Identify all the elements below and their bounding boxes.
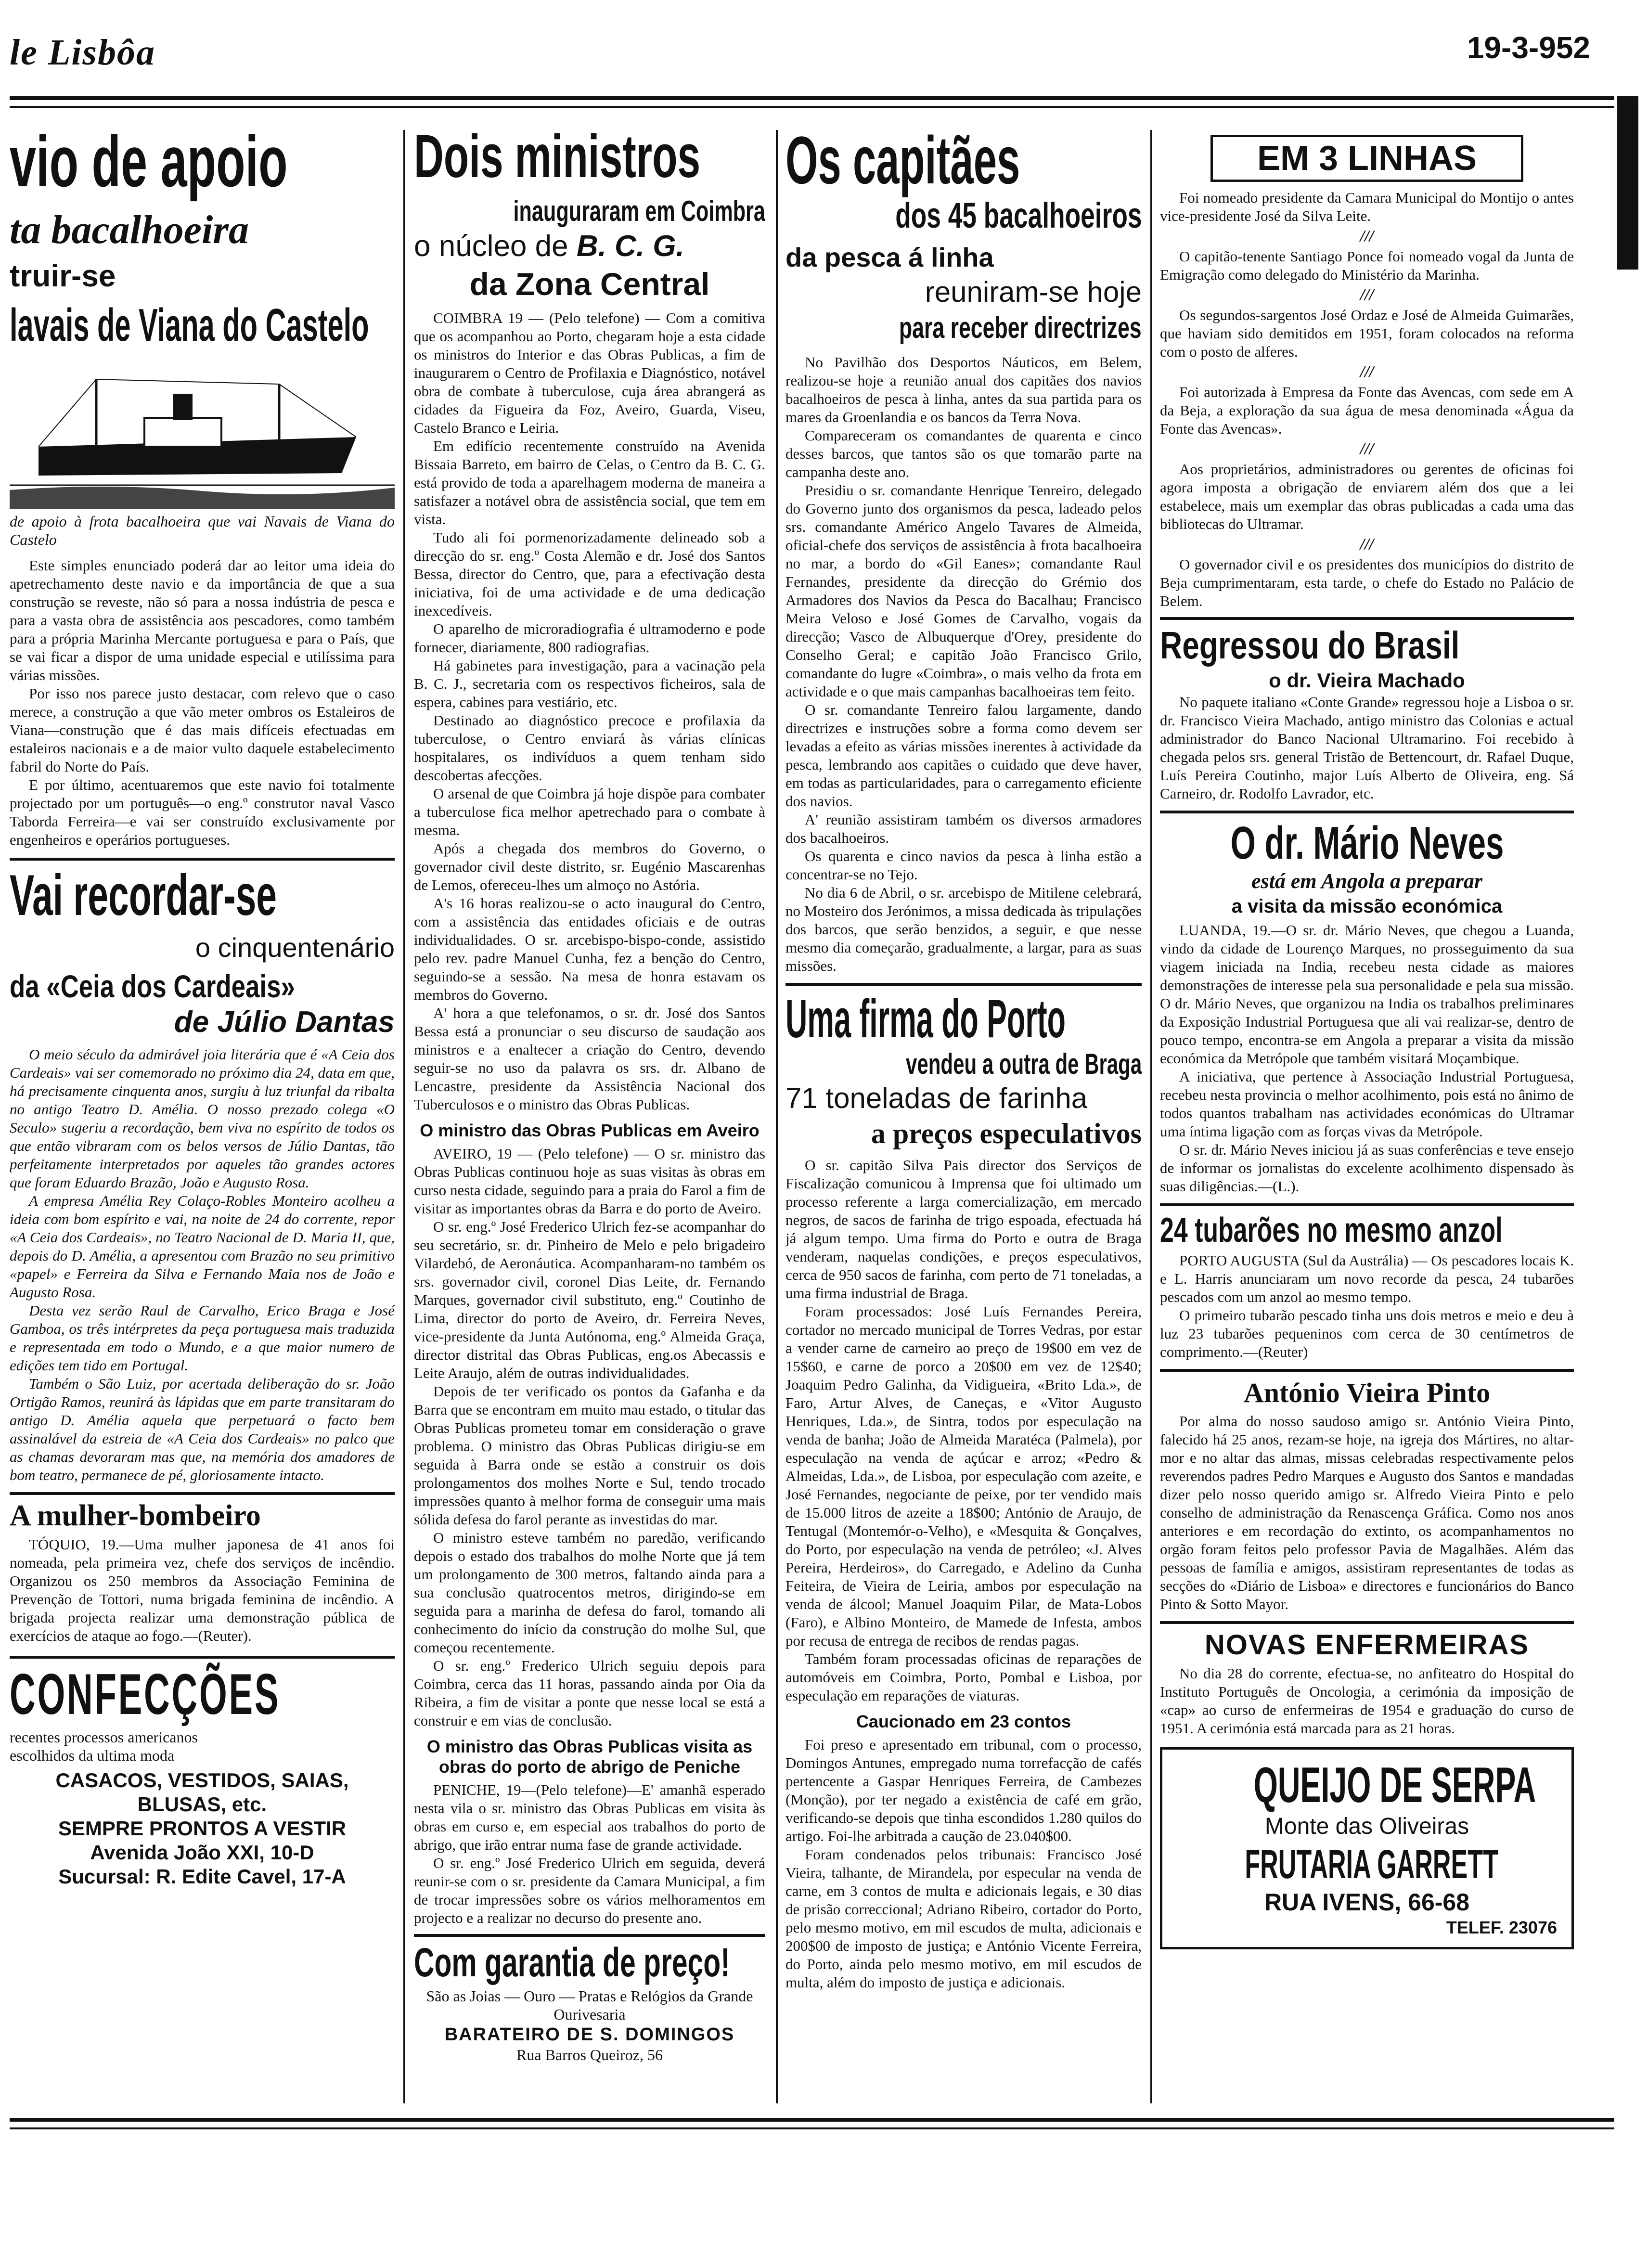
article-apoio — [10, 556, 395, 849]
article-caucionado — [785, 1736, 1142, 1992]
subhead-aveiro: O ministro das Obras Publicas em Aveiro — [420, 1121, 760, 1140]
paragraph: Destinado ao diagnóstico precoce e profilaxia da tuberculose, o Centro enviará às várias clínicas hospitalares, os indivíduos a quem tenham sido descobertas afecções. — [414, 712, 765, 784]
subhead-ceia: da «Ceia dos Cardeais» — [10, 968, 295, 1004]
article-vieira-pinto — [1160, 1412, 1574, 1613]
paragraph: LUANDA, 19.—O sr. dr. Mário Neves, que chegou a Luanda, vindo da cidade de Lourenço Marques, no prosseguimento da sua viagem iniciada na India, recebeu nesta cidade as maiores demonstrações de interesse pela sua personalidade e pela sua missão. O dr. Mário Neves, que organizou na India os trabalhos preliminares da Exposição Industrial Portuguesa que ali vai realizar-se, dentro de pouco tempo, encontra-se em Angola a preparar a visita da missão económica da Metrópole que também visitará Moçambique. — [1160, 922, 1574, 1067]
article-tubaroes — [1160, 1251, 1574, 1361]
em-3-linhas-title: EM 3 LINHAS — [1257, 139, 1477, 178]
subhead-linha: da pesca á linha — [785, 242, 994, 272]
brief-separator: /// — [1360, 286, 1374, 304]
subhead-especulativos: a preços especulativos — [871, 1118, 1142, 1149]
ad-line: recentes processos americanos — [10, 1728, 198, 1746]
paragraph: Este simples enunciado poderá dar ao leitor uma ideia do apetrechamento deste navio e da importância de que a sua construção se reveste, não só para a nossa indústria de pesca e para a vasta obra de assistência aos pescadores, como também para a própria Marinha Mercante portuguesa e para o País, que se vai ficar a dispor de uma unidade especial e utilíssima para várias missões. — [10, 557, 395, 683]
top-rule — [10, 96, 1614, 100]
subhead-construir: truir-se — [10, 258, 116, 293]
subhead-zona-central: da Zona Central — [469, 266, 710, 302]
article-firma — [785, 1156, 1142, 1705]
paragraph: Também foram processadas oficinas de reparações de automóveis em Coimbra, Porto, Pombal e Lisboa, por especulação em reparações de viaturas. — [785, 1650, 1142, 1704]
column-rule — [1150, 130, 1152, 2103]
ad-line: escolhidos da ultima moda — [10, 1747, 175, 1764]
paragraph: O sr. eng.º José Frederico Ulrich fez-se acompanhar do seu secretário, sr. dr. Pinheiro de Melo e pelo brigadeiro Vilardebó, de Aeronáutica. Acompanharam-no também os srs. governador civil, coronel Dias Leite, dr. Fernando Marques, governador civil substituto, eng.º Coutinho de Lima, director do porto de Aveiro, dr. Ferreira Neves, vice-presidente da Junta Autónoma, eng.º Almeida Graça, director distrital das Obras Publicas, eng.os Abecassis e Leite Araujo, além de outras individualidades. — [414, 1218, 765, 1381]
paragraph: A' reunião assistiram também os diversos armadores dos bacalhoeiros. — [785, 811, 1142, 846]
ad-line: São as Joias — Ouro — Pratas e Relógios da Grande Ourivesaria — [426, 1987, 753, 2023]
paragraph: O sr. capitão Silva Pais director dos Serviços de Fiscalização comunicou à Imprensa que foi ultimado um processo referente a larga comercialização, em mercado negros, de sacos de farinha de trigo espoada, efectuada há já algum tempo. Uma firma do Porto e outra de Braga venderam, naquelas condições, e preços especulativos, cerca de 950 sacos de farinha, com perto de 71 toneladas, a uma firma industrial de Braga. — [785, 1157, 1142, 1302]
ad-queijo-serpa — [1160, 1747, 1574, 1949]
brief-item: Foi nomeado presidente da Camara Municipal do Montijo o antes vice-presidente José da Silva Leite. — [1160, 189, 1574, 224]
subhead-braga: vendeu a outra de Braga — [905, 1048, 1142, 1080]
headline-vieira-pinto: António Vieira Pinto — [1243, 1377, 1491, 1408]
briefs — [1160, 189, 1574, 610]
ad-line: RUA IVENS, 66-68 — [1264, 1889, 1470, 1916]
section-title: le Lisbôa — [10, 32, 155, 73]
brief-item: O governador civil e os presidentes dos municípios do distrito de Beja cumprimentaram, esta tarde, o chefe do Estado no Palácio de Belem. — [1160, 556, 1574, 609]
page-date: 19-3-952 — [1467, 30, 1590, 65]
article-bombeiro — [10, 1535, 395, 1645]
subhead-bacalhoeira: ta bacalhoeira — [10, 207, 249, 252]
paragraph: Em edifício recentemente construído na Avenida Bissaia Barreto, em bairro de Celas, o Centro da B. C. G. está provido de toda a aparelhagem moderna de maneira a satisfazer a notável obra de assistência social, que tem em vista. — [414, 438, 765, 528]
paragraph: Os quarenta e cinco navios da pesca à linha estão a concentrar-se no Tejo. — [785, 848, 1142, 883]
column-4-inner — [1160, 135, 1574, 1949]
article-neves — [1160, 921, 1574, 1196]
subhead-bcg: o núcleo de B. C. G. — [414, 230, 684, 263]
paragraph: TÓQUIO, 19.—Uma mulher japonesa de 41 anos foi nomeada, pela primeira vez, chefe dos serviços de incêndio. Organizou os 250 membros da Associação Feminina de Prevenção de Tottori, numa brigada feminina de incêndio. A brigada projecta realizar uma demonstração pública de exercícios de ataque ao fogo.—(Reuter). — [10, 1536, 395, 1644]
paragraph: O meio século da admirável joia literária que é «A Ceia dos Cardeais» vai ser comemorado no próximo dia 24, data em que, há precisamente cinquenta anos, surgiu à luz triunfal da ribalta no antigo Teatro D. Amélia. O nosso prezado colega «O Seculo» sugeriu a recordação, bem viva no espírito de todos os que então vibraram com os belos versos de Júlio Dantas, tão perfeitamente interpretados por aqueles tão grandes actores que foram Eduardo Brazão, João e Augusto Rosa. — [10, 1046, 395, 1191]
brief-separator: /// — [1360, 535, 1374, 553]
paragraph: A's 16 horas realizou-se o acto inaugural do Centro, com a assistência das entidades oficiais e de outras individualidades. O sr. arcebispo-bispo-conde, assistido pelo rev. padre Manuel Cunha, fez a benção do Centro, seguindo-se a sessão. Na mesa de honra estavam os membros do Governo. — [414, 895, 765, 1003]
subhead-dantas: de Júlio Dantas — [174, 1005, 395, 1039]
article-ministros — [414, 309, 765, 1114]
paragraph: O sr. comandante Tenreiro falou largamente, dando directrizes e instruções sobre a forma como devem ser levadas a efeito as várias missões inerentes à actividade da pesca, lembrando aos capitães o cuidado que deve haver, em todas as particularidades, para o carregamento eficiente dos navios. — [785, 701, 1142, 810]
subhead-peniche: O ministro das Obras Publicas visita as obras do porto de abrigo de Peniche — [426, 1737, 753, 1777]
headline-apoio: vio de apoio — [10, 125, 288, 202]
brief-separator: /// — [1360, 227, 1374, 245]
ad-line: FRUTARIA GARRETT — [1245, 1842, 1498, 1887]
bottom-rule — [10, 2118, 1614, 2122]
ad-ourivesaria — [414, 1941, 765, 2064]
ad-title: Com garantia de preço! — [414, 1940, 730, 1985]
ad-line: Avenida João XXI, 10-D — [90, 1841, 314, 1864]
paragraph: No dia 28 do corrente, efectua-se, no anfiteatro do Hospital do Instituto Português de Oncologia, a cerimónia da imposição de «cap» ao curso de enfermeiras de 1954 e graduação do curso de 1951. A cerimónia está marcada para as 21 horas. — [1160, 1665, 1574, 1737]
subhead-cinquentenario: o cinquentenário — [195, 932, 395, 963]
bottom-rule-2 — [10, 2127, 1614, 2129]
subhead-coimbra: inauguraram em Coimbra — [513, 195, 765, 227]
brief-item: Os segundos-sargentos José Ordaz e José de Almeida Guimarães, que haviam sido demitidos em 1951, foram colocados na reforma com o posto de alferes. — [1160, 307, 1574, 360]
paragraph: Foram processados: José Luís Fernandes Pereira, cortador no mercado municipal de Torres Vedras, por estar a vender carne de carneiro ao preço de 19$00 em vez de 15$60, e carne de porco a 20$00 em vez de 12$40; Joaquim Pedro Galinha, da Vidigueira, «Brito Lda.», de Faro, Artur Alves, de Caneças, e «Vitor Augusto Henriques, Lda.», de Sintra, todos por especulação na venda de banha; João de Almeida Maratéca (Palmela), por especulação na venda de açúcar e arroz; «Pedro & Almeidas, Lda.», de Lisboa, por especulação com azeite, e José Fernandes, negociante de peixe, por ter vendido mais de 15.000 litros de azeite a 18$00; António de Araujo, de Tentugal (Montemór-o-Velho), e «Mesquita & Gonçalves, do Porto, por especulação na venda de petróleo; «J. Alves Pereira, Herdeiros», do Carregado, e Adelino da Cunha Feiteira, de Vieira de Leiria, ambos por especulação na venda de álcool; Manuel Joaquim Pilar, de Mata-Lobos (Faro), e Albino Monteiro, de Mamede de Infesta, ambos por recusa de entrega de recibos de rendas pagas. — [785, 1303, 1142, 1649]
paragraph: PENICHE, 19—(Pelo telefone)—E' amanhã esperado nesta vila o sr. ministro das Obras Publicas em visita às obras em curso e, em especial aos trabalhos do porto de abrigo, que irão entrar numa fase de grande actividade. — [414, 1781, 765, 1853]
top-rule-2 — [10, 106, 1614, 108]
ad-title: QUEIJO DE SERPA — [1253, 1757, 1536, 1813]
column-1 — [10, 125, 395, 2113]
paragraph: PORTO AUGUSTA (Sul da Austrália) — Os pescadores locais K. e L. Harris anunciaram um novo recorde da pesca, 24 tubarões pescados com um anzol ao mesmo tempo. — [1160, 1252, 1574, 1305]
headline-firma: Uma firma do Porto — [785, 989, 1066, 1049]
brief-item: O capitão-tenente Santiago Ponce foi nomeado vogal da Junta de Emigração como delegado do Ministério da Marinha. — [1160, 248, 1574, 283]
article-enfermeiras — [1160, 1664, 1574, 1738]
paragraph: O sr. eng.º Frederico Ulrich seguiu depois para Coimbra, cerca das 11 horas, passando ainda por Oia da Ribeira, a fim de visitar a ponte que nesse local se está a construir e em vias de conclusão. — [414, 1657, 765, 1729]
headline-ministros: Dois ministros — [414, 125, 701, 190]
headline-tubaroes: 24 tubarões no mesmo anzol — [1160, 1211, 1503, 1250]
ship-caption: de apoio à frota bacalhoeira que vai Navais de Viana do Castelo — [10, 513, 395, 548]
brief-item: Foi autorizada à Empresa da Fonte das Avencas, com sede em A da Beja, a exploração da sua água de mesa denominada «Água da Fonte das Avencas». — [1160, 384, 1574, 437]
ad-confeccoes — [10, 1664, 395, 1889]
paragraph: Por isso nos parece justo destacar, com relevo que o caso merece, a construção a que vão meter ombros os Estaleiros de Viana—construção que é das mais difíceis efectuadas em estaleiros nacionais e a de maior vulto daquele estabelecimento fabril do Norte do País. — [10, 685, 395, 775]
subhead-angola: está em Angola a preparar — [1251, 869, 1482, 893]
subhead-viana: lavais de Viana do Castelo — [10, 299, 369, 351]
paragraph: E por último, acentuaremos que este navio foi totalmente projectado por um português—o eng.º construtor naval Vasco Taborda Ferreira—e vai ser construído exclusivamente por engenheiros e operários portugueses. — [10, 776, 395, 848]
paragraph: A iniciativa, que pertence à Associação Industrial Portuguesa, recebeu nesta provincia o melhor acolhimento, pois está no ânimo de todos quantos trabalham nas actividades económicas do Ultramar uma íntima ligação com as forças vivas da Metrópole. — [1160, 1068, 1574, 1140]
paragraph: COIMBRA 19 — (Pelo telefone) — Com a comitiva que os acompanhou ao Porto, chegaram hoje a esta cidade os ministros do Interior e das Obras Publicas, a fim de inaugurarem o Centro de Profilaxia e Diagnóstico, notável obra de combate à tuberculose, cuja área abrangerá as cidades da Figueira da Foz, Aveiro, Guarda, Viseu, Castelo Branco e Leiria. — [414, 309, 765, 436]
paragraph: O primeiro tubarão pescado tinha uns dois metros e meio e deu à luz 23 tubarões pequeninos com cerca de 30 centímetros de comprimento.—(Reuter) — [1160, 1307, 1574, 1360]
subhead-vieira-machado: o dr. Vieira Machado — [1269, 669, 1465, 692]
headline-bombeiro: A mulher-bombeiro — [10, 1499, 261, 1532]
ad-line: Rua Barros Queiroz, 56 — [516, 2046, 663, 2063]
ad-line: Monte das Oliveiras — [1264, 1814, 1469, 1839]
paragraph: No Pavilhão dos Desportos Náuticos, em Belem, realizou-se hoje a reunião anual dos capitães dos navios bacalhoeiros de pesca à linha, antes da sua partida para os mares da Groenlandia e os bancos da Terra Nova. — [785, 354, 1142, 425]
brief-item: Aos proprietários, administradores ou gerentes de oficinas foi agora imposta a obrigação de enviarem além dos que a lei estabelece, mais um exemplar das obras publicadas a cada uma das bibliotecas do Ultramar. — [1160, 461, 1574, 532]
ad-line: CASACOS, VESTIDOS, SAIAS, — [55, 1769, 349, 1791]
paragraph: Depois de ter verificado os pontos da Gafanha e da Barra que se encontram em muito mau estado, o titular das Obras Publicas prometeu tomar em consideração o grave problema. O ministro das Obras Publicas dirigiu-se em seguida à Barra onde se estão a construir os dois prolongamentos dos molhes Norte e Sul, tendo trocado impressões quanto à melhor forma de conseguir uma mais sólida defesa do farol perante as investidas do mar. — [414, 1383, 765, 1528]
headline-enfermeiras: NOVAS ENFERMEIRAS — [1204, 1629, 1530, 1661]
subhead-bacalhoeiros: dos 45 bacalhoeiros — [895, 195, 1142, 235]
em-3-linhas-box — [1210, 135, 1523, 182]
headline-mario-neves: O dr. Mário Neves — [1230, 817, 1504, 869]
column-4 — [1160, 125, 1622, 2113]
article-recordar — [10, 1045, 395, 1484]
paragraph: Por alma do nosso saudoso amigo sr. António Vieira Pinto, falecido há 25 anos, rezam-se hoje, na igreja dos Mártires, no altar-mor e no altar das almas, missas celebradas respectivamente pelos reverendos padres Pedro Marques e Augusto dos Santos e mandadas dizer pelo nosso querido amigo sr. Alfredo Vieira Pinto e pelo conselho de administração da Renascença Gráfica. Como nos anos anteriores e em recordação do extinto, os acompanhamentos no orgão foram feitos pelo professor Pavia de Magalhães. Além das pessoas de família e amigos, assistiram representantes de todas as secções do «Diário de Lisboa» e directores e funcionários do Banco Pinto & Sotto Mayor. — [1160, 1413, 1574, 1612]
subhead-farinha: 71 toneladas de farinha — [785, 1082, 1088, 1114]
paragraph: Foram condenados pelos tribunais: Francisco José Vieira, talhante, de Mirandela, por especular na venda de carne, em 3 contos de multa e adicionais legais, e 30 dias de prisão correccional; Adriano Ribeiro, cortador do Porto, pelo mesmo motivo, em mil escudos de multa, adicionais e 200$00 de imposto de justiça; e António Vicente Ferreira, do Porto, ainda pelo mesmo motivo, em mil escudos de multa, além do imposto de justiça e adicionais. — [785, 1846, 1142, 1991]
article-capitaes — [785, 353, 1142, 975]
paragraph: No paquete italiano «Conte Grande» regressou hoje a Lisboa o sr. dr. Francisco Vieira Machado, antigo ministro das Colonias e actual administrador do Banco Nacional Ultramarino. Foi recebido à chegada pelos srs. general Tristão de Bettencourt, dr. Rafael Duque, Luís Pereira Coutinho, major Luís Alberto de Oliveira, eng. Sá Carneiro, dr. Rodolfo Lavrador, etc. — [1160, 694, 1574, 802]
headline-capitaes: Os capitães — [785, 125, 1020, 198]
headline-recordar: Vai recordar-se — [10, 863, 277, 928]
paragraph: O sr. dr. Mário Neves iniciou já as suas conferências e teve ensejo de informar os jornalistas do excelente acolhimento dispensado às suas diligências.—(L.). — [1160, 1141, 1574, 1195]
paragraph: Foi preso e apresentado em tribunal, com o processo, Domingos Antunes, empregado numa torrefacção de cafés pertencente a Gaspar Henriques Ferreira, de Cambezes (Monção), por ter negado a existência de café em grão, verificando-se depois que tinha escondidos 1.280 quilos do artigo. Foi-lhe arbitrada a caução de 23.040$00. — [785, 1736, 1142, 1844]
paragraph: Presidiu o sr. comandante Henrique Tenreiro, delegado do Governo junto dos organismos da pesca, ladeado pelos srs. comandante Américo Angelo Tavares de Almeida, oficial-chefe dos serviços de assistência à frota bacalhoeira no mar, a bordo do «Gil Eanes»; comandante Raul Fernandes, presidente da direcção do Grémio dos Armadores dos Navios da Pesca do Bacalhau; Francisco Meira Veloso e José Gomes de Carvalho, vogais da direcção; Vasco de Albuquerque d'Orey, presidente do Conselho Geral; e capitão João Francisco Grilo, comandante do lugre «Coimbra», o mais velho da frota em actividade e o que mais campanhas bacalhoeiras tem feito. — [785, 482, 1142, 700]
paragraph: Também o São Luiz, por acertada deliberação do sr. João Ortigão Ramos, reunirá às lápidas que em parte transitaram do antigo D. Amélia aquela que perpetuará o facto bem assinalável da estreia de «A Ceia dos Cardeais» no palco que as chamas devoraram mas que, na memória dos amadores de bom teatro, permanece de pé, gloriosamente intacto. — [10, 1375, 395, 1483]
paragraph: Há gabinetes para investigação, para a vacinação pela B. C. J., secretaria com os respectivos ficheiros, sala de espera, cabines para vestiário, etc. — [414, 657, 765, 710]
ad-line: SEMPRE PRONTOS A VESTIR — [58, 1817, 347, 1840]
column-3 — [785, 125, 1142, 2113]
paragraph: Desta vez serão Raul de Carvalho, Erico Braga e José Gamboa, os três intérpretes da peça portuguesa mais traduzida e representada em todo o Mundo, e a que maior numero de edições tem tido em Portugal. — [10, 1302, 395, 1374]
column-rule — [776, 130, 778, 2103]
ad-title: CONFECÇÕES — [10, 1662, 281, 1727]
paragraph: A' hora a que telefonamos, o sr. dr. José dos Santos Bessa está a pronunciar o seu discurso de saudação aos ministros e a enaltecer a criação do Centro, devendo seguir-se no uso da palavra os srs. dr. Albano de Lencastre, presidente da Assistência Nacional dos Tuberculosos e o ministro das Obras Publicas. — [414, 1005, 765, 1113]
article-aveiro — [414, 1145, 765, 1730]
paragraph: No dia 6 de Abril, o sr. arcebispo de Mitilene celebrará, no Mosteiro dos Jerónimos, a missa dedicada às tripulações dos barcos, que serão benzidos, a seguir, e que nesse mesmo dia começarão, gradualmente, a largar, para as suas missões. — [785, 884, 1142, 974]
paragraph: Tudo ali foi pormenorizadamente delineado sob a direcção do sr. eng.º Costa Alemão e dr. José dos Santos Bessa, director do Centro, que, para a efectivação desta iniciativa, foi de uma actividade e de uma dedicação inexcedíveis. — [414, 529, 765, 619]
ad-line: Sucursal: R. Edite Cavel, 17-A — [58, 1865, 346, 1888]
ad-line: TELEF. 23076 — [1446, 1918, 1557, 1937]
paragraph: O arsenal de que Coimbra já hoje dispõe para combater a tuberculose fica melhor apetrechado para o combate à mesma. — [414, 785, 765, 838]
subhead-missao: a visita da missão económica — [1231, 896, 1503, 917]
ad-line: BLUSAS, etc. — [137, 1793, 267, 1816]
brief-separator: /// — [1360, 363, 1374, 381]
brief-separator: /// — [1360, 440, 1374, 458]
subhead-reuniram: reuniram-se hoje — [925, 276, 1142, 308]
article-brasil — [1160, 693, 1574, 803]
ship-illustration — [10, 365, 395, 509]
headline-brasil: Regressou do Brasil — [1160, 624, 1460, 667]
subhead-caucionado: Caucionado em 23 contos — [856, 1712, 1071, 1731]
paragraph: A empresa Amélia Rey Colaço-Robles Monteiro acolheu a ideia com bom espírito e vai, na noite de 24 do corrente, repor «A Ceia dos Cardeais», no Teatro Nacional de D. Maria II, que, depois do D. Amélia, a apresentou com Brazão no seu primitivo «papel» e Ferreira da Silva e Fernando Maia nos de João e Augusto Rosa. — [10, 1192, 395, 1301]
subhead-directrizes: para receber directrizes — [899, 311, 1142, 345]
article-peniche — [414, 1781, 765, 1927]
column-2 — [414, 125, 765, 2113]
paragraph: Compareceram os comandantes de quarenta e cinco desses barcos, que tantos são os que tomarão parte na campanha deste ano. — [785, 427, 1142, 480]
paragraph: AVEIRO, 19 — (Pelo telefone) — O sr. ministro das Obras Publicas continuou hoje as suas visitas às obras em curso nesta cidade, seguindo para a praia do Farol a fim de visitar as importantes obras da Barra e do porto de Aveiro. — [414, 1145, 765, 1217]
paragraph: O aparelho de microradiografia é ultramoderno e pode fornecer, diariamente, 800 radiografias. — [414, 620, 765, 656]
paragraph: Após a chegada dos membros do Governo, o governador civil deste distrito, sr. Eugénio Mascarenhas de Lemos, ofereceu-lhes um almoço no Astória. — [414, 840, 765, 893]
ad-line: BARATEIRO DE S. DOMINGOS — [444, 2024, 735, 2045]
column-rule — [403, 130, 405, 2103]
paragraph: O sr. eng.º José Frederico Ulrich em seguida, deverá reunir-se com o sr. presidente da Camara Municipal, a fim de trocar impressões sobre os vários melhoramentos em projecto e a realizar no decurso do presente ano. — [414, 1855, 765, 1926]
paragraph: O ministro esteve também no paredão, verificando depois o estado dos trabalhos do molhe Norte que já tem um prolongamento de 300 metros, faltando ainda para a sua conclusão quatrocentos metros, dirigindo-se em seguida para a marinha de defesa do farol, tomando ali conhecimento do início da construção do molhe Sul, que começou recentemente. — [414, 1529, 765, 1656]
